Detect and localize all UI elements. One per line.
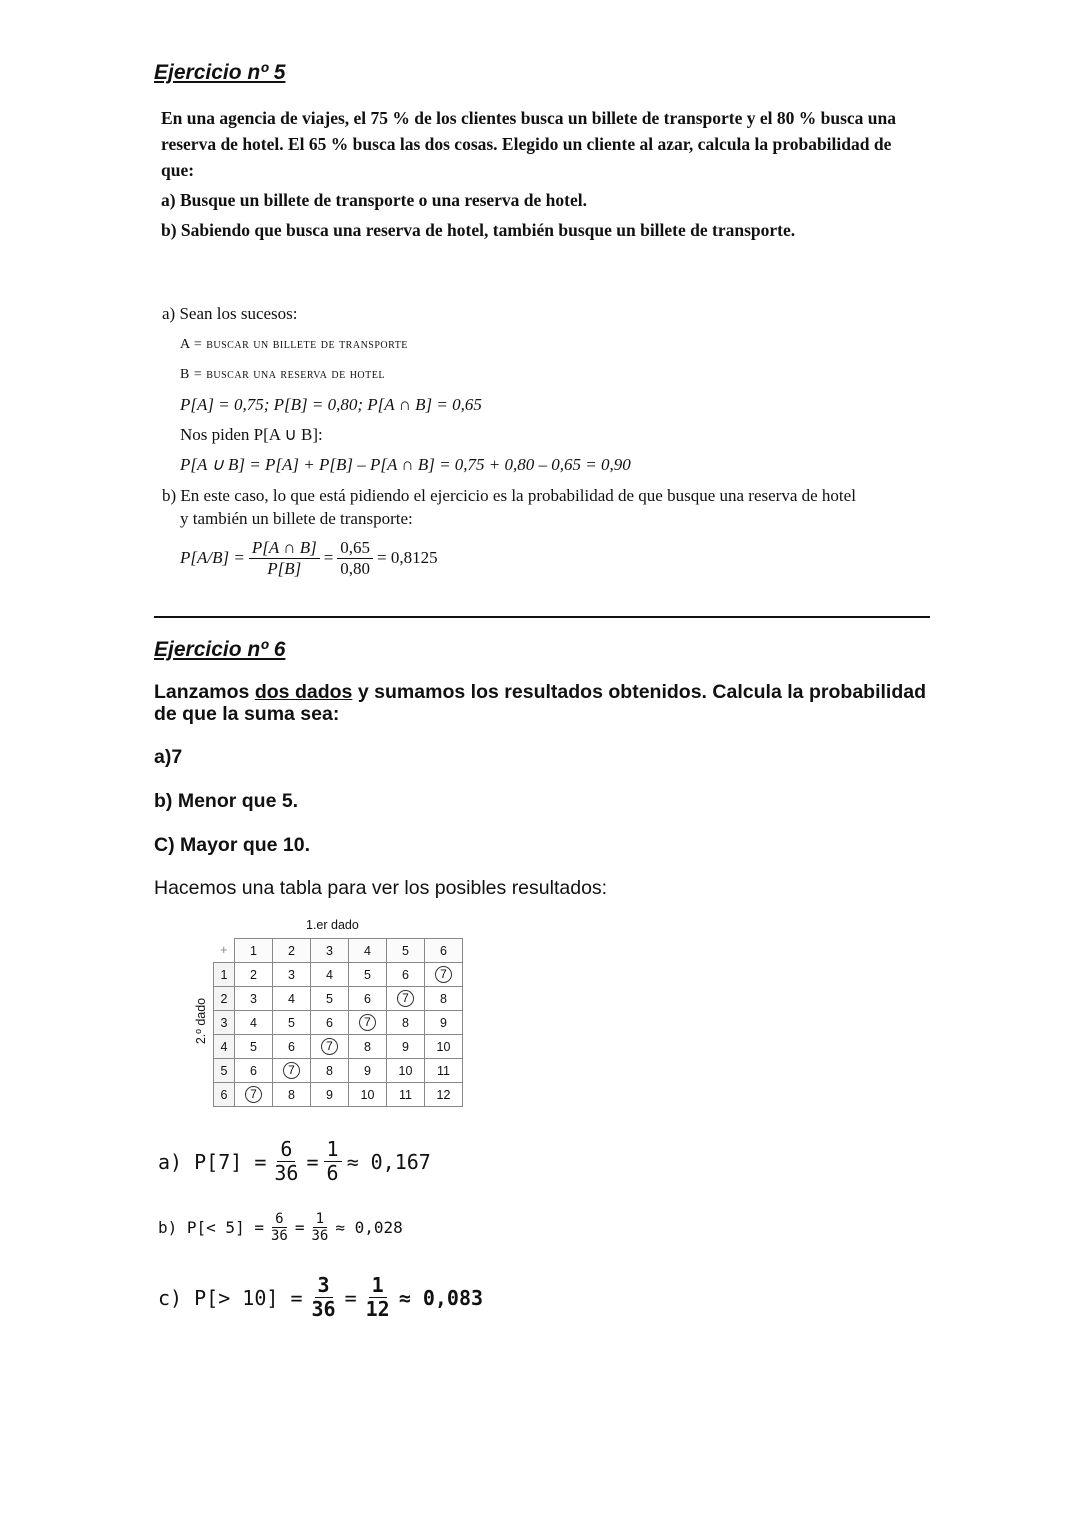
table-cell: 5 <box>273 1011 311 1035</box>
row-header: 2 <box>214 987 235 1011</box>
table-cell: 6 <box>311 1011 349 1035</box>
option-a: a)7 <box>154 746 183 768</box>
event-a-definition: A = buscar un billete de transporte <box>180 337 408 352</box>
table-cell: 4 <box>273 987 311 1011</box>
column-header: 4 <box>349 939 387 963</box>
given-probabilities: P[A] = 0,75; P[B] = 0,80; P[A ∩ B] = 0,65 <box>180 395 482 414</box>
table-cell: 9 <box>349 1059 387 1083</box>
row-header: 6 <box>214 1083 235 1107</box>
circled-value: 7 <box>397 990 414 1007</box>
solution-approx: ≈ 0,167 <box>346 1149 431 1174</box>
table-row <box>214 1011 463 1035</box>
table-cell: 5 <box>311 987 349 1011</box>
table-cell: 10 <box>425 1035 463 1059</box>
exercise-5-title: Ejercicio nº 5 <box>154 61 286 84</box>
statement-line: reserva de hotel. El 65 % busca las dos cosas. Elegido un cliente al azar, calcula la probabilidad de <box>161 134 892 154</box>
equals-sign: = <box>306 1149 319 1174</box>
dice-sum-table <box>213 938 463 1107</box>
table-row <box>214 987 463 1011</box>
table-row <box>214 1035 463 1059</box>
table-cell: 8 <box>273 1083 311 1107</box>
column-header: 3 <box>311 939 349 963</box>
fraction-denominator: 12 <box>365 1297 390 1321</box>
fraction <box>268 1211 291 1244</box>
table-header-row <box>214 939 463 963</box>
solution-a <box>158 1138 431 1185</box>
column-header: 5 <box>387 939 425 963</box>
table-cell: 11 <box>425 1059 463 1083</box>
fraction-numerator: 6 <box>277 1138 295 1162</box>
table-cell: 9 <box>387 1035 425 1059</box>
table-cell: 4 <box>311 963 349 987</box>
table-cell: 8 <box>425 987 463 1011</box>
table-cell: 6 <box>273 1035 311 1059</box>
table-cell <box>387 987 425 1011</box>
union-request: Nos piden P[A ∪ B]: <box>180 425 323 444</box>
conditional-result: = 0,8125 <box>377 548 438 568</box>
exercise-6-statement <box>154 681 926 725</box>
table-row <box>214 1083 463 1107</box>
union-formula: P[A ∪ B] = P[A] + P[B] – P[A ∩ B] = 0,75 + 0,80 – 0,65 = 0,90 <box>180 455 631 474</box>
fraction-numerator: 0,65 <box>337 538 373 559</box>
equals-sign: = <box>344 1285 357 1310</box>
statement-text: y sumamos los resultados obtenidos. Calcula la probabilidad de que la suma sea: <box>154 681 926 725</box>
fraction <box>309 1274 339 1321</box>
fraction <box>363 1274 393 1321</box>
table-cell: 4 <box>235 1011 273 1035</box>
column-header: 6 <box>425 939 463 963</box>
solution-lhs: a) P[7] = <box>158 1149 267 1174</box>
table-cell: 2 <box>235 963 273 987</box>
table-corner: + <box>214 939 235 963</box>
table-cell: 9 <box>425 1011 463 1035</box>
section-divider <box>154 616 930 618</box>
exercise-5-part-a: a) Busque un billete de transporte o una reserva de hotel. <box>161 190 587 210</box>
circled-value: 7 <box>359 1014 376 1031</box>
fraction-denominator: 36 <box>274 1161 299 1185</box>
fraction-numerator: 1 <box>324 1138 342 1162</box>
table-cell: 5 <box>235 1035 273 1059</box>
solution-approx: ≈ 0,083 <box>398 1285 484 1310</box>
column-header: 1 <box>235 939 273 963</box>
statement-line: que: <box>161 160 195 180</box>
table-cell: 6 <box>349 987 387 1011</box>
solution-lhs: c) P[> 10] = <box>158 1285 303 1310</box>
equals-sign: = <box>294 1218 305 1238</box>
table-row <box>214 1059 463 1083</box>
table-cell <box>273 1059 311 1083</box>
table-cell: 6 <box>235 1059 273 1083</box>
table-cell: 3 <box>235 987 273 1011</box>
fraction-denominator: 36 <box>311 1297 336 1321</box>
conditional-probability-formula <box>180 538 438 578</box>
solution-a-intro: a) Sean los sucesos: <box>162 304 298 323</box>
circled-value: 7 <box>321 1038 338 1055</box>
fraction-numerator: P[A ∩ B] <box>249 538 320 559</box>
row-header: 3 <box>214 1011 235 1035</box>
fraction-denominator: 6 <box>326 1161 339 1185</box>
table-cell: 6 <box>387 963 425 987</box>
table-cell: 8 <box>349 1035 387 1059</box>
option-c: C) Mayor que 10. <box>154 834 311 856</box>
fraction <box>308 1211 331 1244</box>
table-cell: 10 <box>387 1059 425 1083</box>
exercise-5-statement <box>161 105 921 243</box>
option-b: b) Menor que 5. <box>154 790 299 812</box>
fraction <box>271 1138 301 1185</box>
solution-b-text-2: y también un billete de transporte: <box>180 509 413 528</box>
circled-value: 7 <box>245 1086 262 1103</box>
row-header: 5 <box>214 1059 235 1083</box>
exercise-6-title: Ejercicio nº 6 <box>154 638 286 661</box>
table-cell: 12 <box>425 1083 463 1107</box>
table-cell <box>425 963 463 987</box>
table-intro: Hacemos una tabla para ver los posibles resultados: <box>154 877 608 899</box>
column-header: 2 <box>273 939 311 963</box>
fraction <box>249 538 320 578</box>
fraction-numerator: 6 <box>272 1211 286 1228</box>
circled-value: 7 <box>435 966 452 983</box>
table-cell: 5 <box>349 963 387 987</box>
fraction <box>337 538 373 578</box>
table-cell <box>235 1083 273 1107</box>
table-cell: 3 <box>273 963 311 987</box>
row-header: 1 <box>214 963 235 987</box>
solution-approx: ≈ 0,028 <box>335 1218 403 1238</box>
equals-sign: = <box>323 548 334 568</box>
fraction-denominator: P[B] <box>267 558 302 578</box>
fraction <box>324 1138 342 1185</box>
table-row <box>214 963 463 987</box>
fraction-numerator: 1 <box>313 1211 327 1228</box>
solution-c <box>158 1274 483 1321</box>
exercise-5-part-b: b) Sabiendo que busca una reserva de hotel, también busque un billete de transporte. <box>161 220 796 240</box>
statement-underlined-text: dos dados <box>254 681 353 703</box>
table-cell: 9 <box>311 1083 349 1107</box>
table-top-label: 1.er dado <box>306 918 359 932</box>
fraction-denominator: 36 <box>270 1228 288 1245</box>
row-header: 4 <box>214 1035 235 1059</box>
table-side-label: 2.º dado <box>194 997 208 1045</box>
fraction-numerator: 1 <box>369 1274 387 1298</box>
table-cell <box>311 1035 349 1059</box>
table-cell: 8 <box>387 1011 425 1035</box>
conditional-lhs: P[A/B] = <box>180 548 245 568</box>
statement-text: Lanzamos <box>154 681 250 703</box>
table-cell: 8 <box>311 1059 349 1083</box>
fraction-denominator: 0,80 <box>340 558 371 578</box>
table-cell <box>349 1011 387 1035</box>
event-b-definition: B = buscar una reserva de hotel <box>180 367 385 382</box>
solution-b-text: b) En este caso, lo que está pidiendo el ejercicio es la probabilidad de que busque una reserva de hotel <box>162 486 856 505</box>
solution-b <box>158 1211 403 1244</box>
table-cell: 11 <box>387 1083 425 1107</box>
solution-lhs: b) P[< 5] = <box>158 1218 264 1238</box>
table-cell: 10 <box>349 1083 387 1107</box>
fraction-denominator: 36 <box>311 1228 329 1245</box>
statement-line: En una agencia de viajes, el 75 % de los clientes busca un billete de transporte y el 80 % busca una <box>161 108 897 128</box>
circled-value: 7 <box>283 1062 300 1079</box>
fraction-numerator: 3 <box>315 1274 333 1298</box>
